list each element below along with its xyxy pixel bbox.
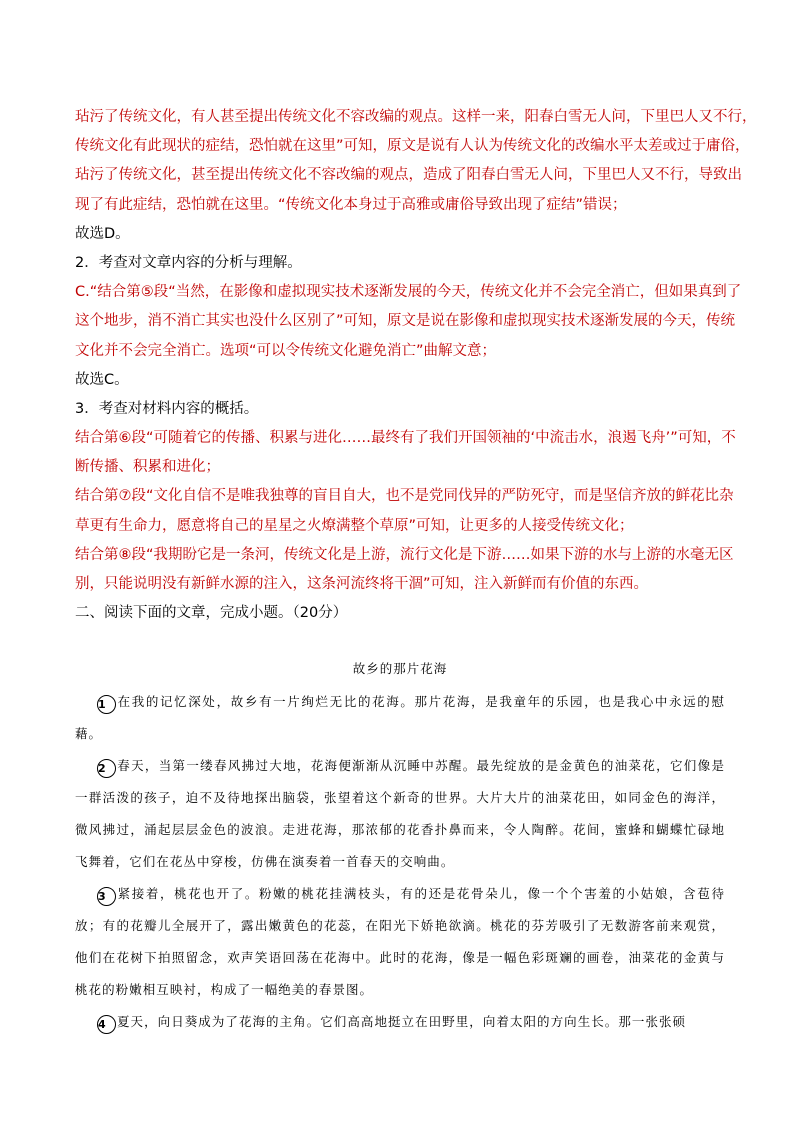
article-paragraph <box>75 878 725 1006</box>
article-paragraph <box>75 1006 725 1038</box>
paragraph-text: 在我的记忆深处，故乡有一片绚烂无比的花海。那片花海，是我童年的乐园，也是我心中永远的慰藉。 <box>75 694 725 741</box>
answer-line: 草更有生命力，愿意将自己的星星之火燎满整个草原”可知，让更多的人接受传统文化； <box>75 517 634 534</box>
answer-line: 断传播、积累和进化； <box>75 459 220 476</box>
answer-line: 这个地步，消不消亡其实也没什么区别了”可知，原文是说在影像和虚拟现实技术逐渐发展的今天，传统 <box>75 313 736 330</box>
paragraph-number: 1 <box>97 695 116 714</box>
paragraph-number: 2 <box>97 759 116 778</box>
answer-line: 别，只能说明没有新鲜水源的注入，这条河流终将干涸”可知，注入新鲜而有价值的东西。 <box>75 576 649 592</box>
paragraph-text: 紧接着，桃花也开了。粉嫩的桃花挂满枝头，有的还是花骨朵儿，像一个个害羞的小姑娘，含苞待放；有的花瓣儿全展开了，露出嫩黄色的花蕊，在阳光下娇艳欲滴。桃花的芬芳吸引了无数游客前来观赏，他们在花树下拍照留念，欢声笑语回荡在花海中。此时的花海，像是一幅色彩斑斓的画卷，油菜花的金黄与桃花的粉嫩相互映衬，构成了一幅绝美的春景图。 <box>75 886 725 997</box>
answer-explanation <box>75 103 757 628</box>
article-paragraph <box>75 686 725 750</box>
reading-article <box>75 657 725 1038</box>
answer-line: 玷污了传统文化，甚至提出传统文化不容改编的观点，造成了阳春白雪无人问，下里巴人又不行，导致出 <box>75 167 742 184</box>
paragraph-text: 春天，当第一缕春风拂过大地，花海便渐渐从沉睡中苏醒。最先绽放的是金黄色的油菜花，它们像是一群活泼的孩子，迫不及待地探出脑袋，张望着这个新奇的世界。大片大片的油菜花田，如同金色的海洋，微风拂过，涌起层层金色的波浪。走进花海，那浓郁的花香扑鼻而来，令人陶醉。花间，蜜蜂和蝴蝶忙碌地飞舞着，它们在花丛中穿梭，仿佛在演奏着一首春天的交响曲。 <box>75 758 725 869</box>
article-paragraph <box>75 750 725 878</box>
article-title: 故乡的那片花海 <box>352 661 448 676</box>
article-body <box>75 686 725 1038</box>
answer-line: 2．考查对文章内容的分析与理解。 <box>75 254 302 271</box>
answer-line: 结合第⑦段“文化自信不是唯我独尊的盲目自大，也不是党同伐异的严防死守，而是坚信齐放的鲜花比杂 <box>75 488 734 505</box>
answer-line: 现了有此症结，恐怕就在这里。“传统文化本身过于高雅或庸俗导致出现了症结”错误； <box>75 196 627 213</box>
paragraph-number: 4 <box>97 1015 116 1034</box>
answer-line: 3．考查对材料内容的概括。 <box>75 400 259 417</box>
answer-line: 文化并不会完全消亡。选项“可以令传统文化避免消亡”曲解文意； <box>75 342 497 359</box>
answer-line: 传统文化有此现状的症结，恐怕就在这里”可知，原文是说有人认为传统文化的改编水平太差或过于庸俗， <box>75 138 750 155</box>
paragraph-text: 夏天，向日葵成为了花海的主角。它们高高地挺立在田野里，向着太阳的方向生长。那一张张硕 <box>117 1014 687 1029</box>
answer-line: 故选D。 <box>75 225 130 242</box>
answer-line: 结合第⑥段“可随着它的传播、积累与进化……最终有了我们开国领袖的‘中流击水，浪遏飞舟’”可知，不 <box>75 430 736 447</box>
answer-line: 故选C。 <box>75 371 129 388</box>
answer-line: 二、阅读下面的文章，完成小题。（20分） <box>75 605 348 622</box>
answer-line: 结合第⑧段“我期盼它是一条河，传统文化是上游，流行文化是下游……如果下游的水与上游的水毫无区 <box>75 546 734 563</box>
answer-line: C.“结合第⑤段“当然，在影像和虚拟现实技术逐渐发展的今天，传统文化并不会完全消亡，但如果真到了 <box>75 284 742 301</box>
paragraph-number: 3 <box>97 887 116 906</box>
answer-line: 玷污了传统文化，有人甚至提出传统文化不容改编的观点。这样一来，阳春白雪无人问，下里巴人又不行， <box>75 109 757 125</box>
